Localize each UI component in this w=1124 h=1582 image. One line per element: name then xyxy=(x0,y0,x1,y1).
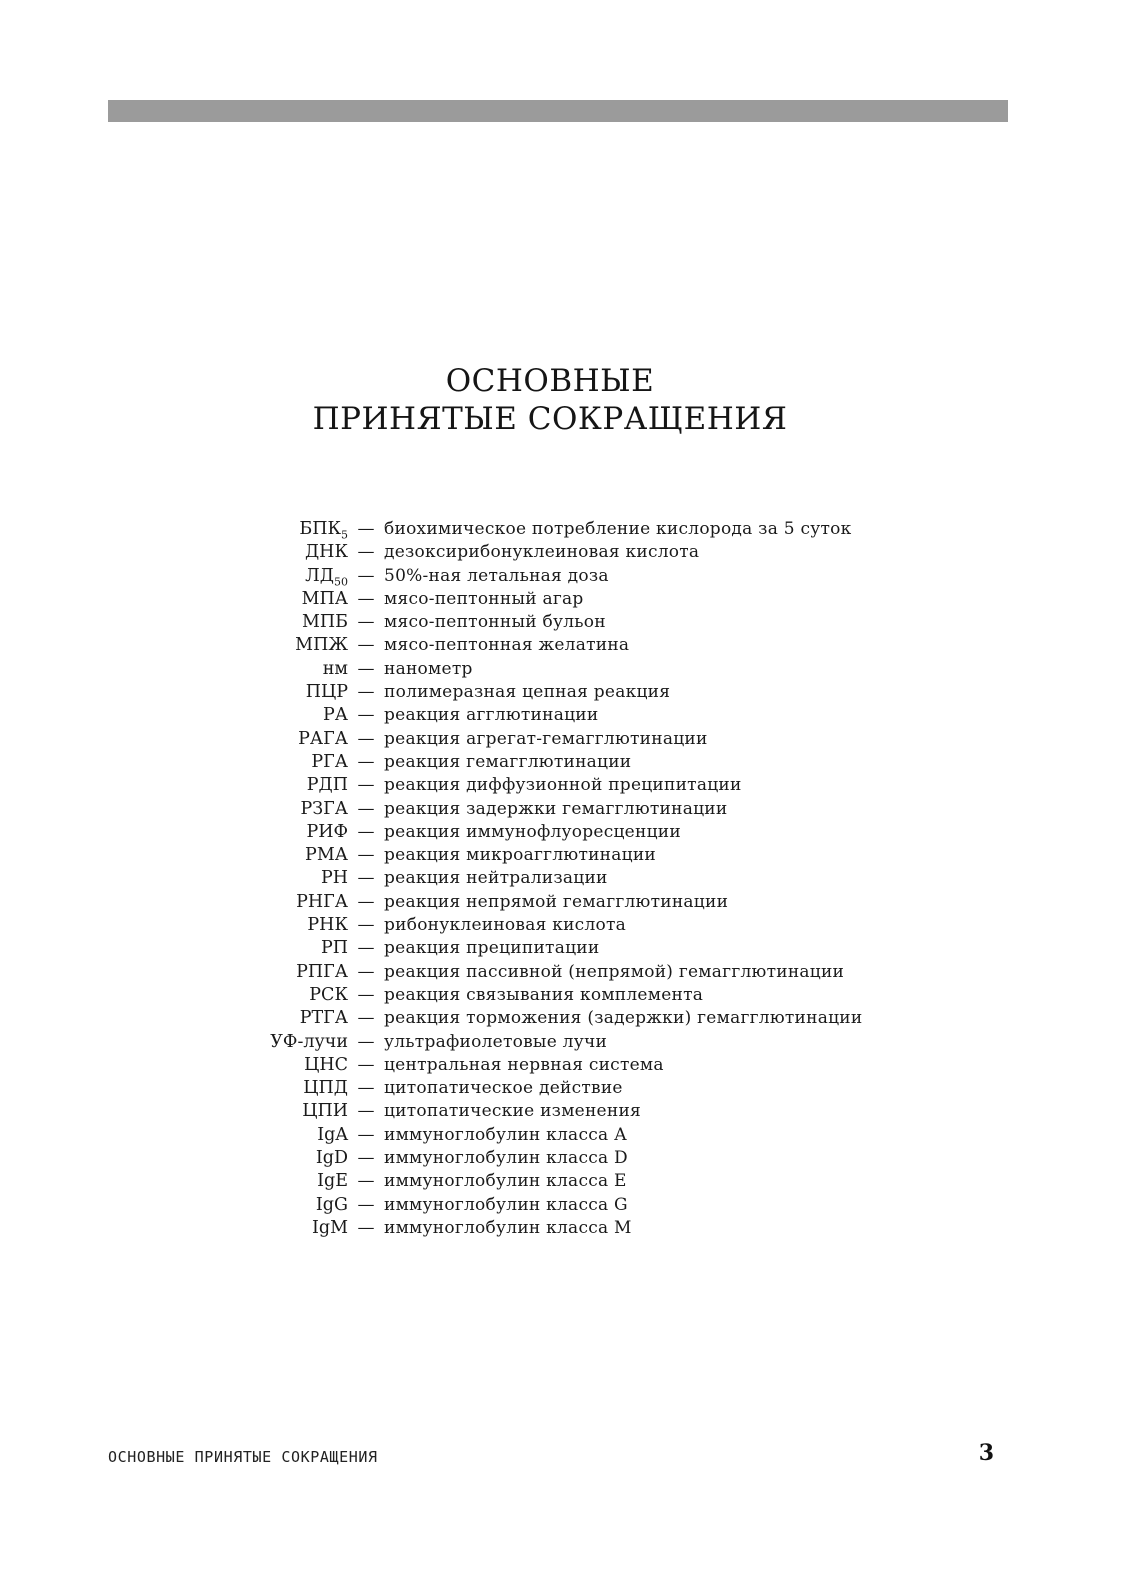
abbreviation-term xyxy=(0,1031,348,1054)
abbreviation-row xyxy=(0,634,1124,657)
abbreviation-row xyxy=(0,1054,1124,1077)
abbreviation-term-text: МПЖ xyxy=(295,635,348,656)
abbreviation-dash: — xyxy=(357,1031,375,1052)
abbreviation-row xyxy=(0,1170,1124,1193)
abbreviation-row xyxy=(0,1100,1124,1123)
abbreviation-row xyxy=(0,844,1124,867)
abbreviation-row xyxy=(0,751,1124,774)
abbreviation-term xyxy=(0,1124,348,1147)
abbreviation-term-text: МПБ xyxy=(301,612,348,633)
abbreviation-definition: реакция пассивной (непрямой) гемагглютинации xyxy=(384,961,845,982)
abbreviation-dash: — xyxy=(357,891,375,912)
running-footer-title: ОСНОВНЫЕ ПРИНЯТЫЕ СОКРАЩЕНИЯ xyxy=(108,1448,378,1466)
abbreviation-term-text: РА xyxy=(322,705,348,726)
abbreviation-term xyxy=(0,961,348,984)
abbreviation-dash: — xyxy=(357,984,375,1005)
abbreviation-term xyxy=(0,821,348,844)
abbreviation-definition: 50%-ная летальная доза xyxy=(384,565,609,586)
abbreviation-term-text: РАГА xyxy=(298,728,348,749)
abbreviation-term xyxy=(0,1054,348,1077)
abbreviation-row xyxy=(0,611,1124,634)
abbreviation-row xyxy=(0,937,1124,960)
abbreviation-term-text: РТГА xyxy=(299,1008,348,1029)
abbreviation-row xyxy=(0,891,1124,914)
abbreviation-list xyxy=(0,518,1124,1240)
abbreviation-row xyxy=(0,704,1124,727)
abbreviation-definition: реакция торможения (задержки) гемагглютинации xyxy=(384,1008,863,1029)
abbreviation-term xyxy=(0,518,348,541)
abbreviation-dash: — xyxy=(357,1171,375,1192)
abbreviation-row xyxy=(0,1194,1124,1217)
abbreviation-term xyxy=(0,1100,348,1123)
abbreviation-term xyxy=(0,588,348,611)
abbreviation-term xyxy=(0,1170,348,1193)
abbreviation-row xyxy=(0,541,1124,564)
abbreviation-definition: реакция непрямой гемагглютинации xyxy=(384,891,729,912)
abbreviation-dash: — xyxy=(357,519,375,539)
abbreviation-term-text: РИФ xyxy=(306,821,348,842)
abbreviation-definition: реакция диффузионной преципитации xyxy=(384,775,742,796)
abbreviation-definition: мясо-пептонный бульон xyxy=(384,612,606,633)
abbreviation-definition: дезоксирибонуклеиновая кислота xyxy=(384,542,700,563)
abbreviation-term-text: IgD xyxy=(315,1148,348,1169)
abbreviation-definition: биохимическое потребление кислорода за 5 суток xyxy=(384,519,852,539)
abbreviation-dash: — xyxy=(357,845,375,866)
abbreviation-dash: — xyxy=(357,1148,375,1169)
abbreviation-term-text: РГА xyxy=(311,751,348,772)
abbreviation-term xyxy=(0,1077,348,1100)
abbreviation-term xyxy=(0,1007,348,1030)
abbreviation-term xyxy=(0,634,348,657)
abbreviation-definition: иммуноглобулин класса Е xyxy=(384,1171,627,1192)
abbreviation-dash: — xyxy=(357,565,375,586)
abbreviation-row xyxy=(0,588,1124,611)
abbreviation-term-text: ЦПД xyxy=(303,1078,348,1099)
abbreviation-term-text: РН xyxy=(320,868,348,889)
abbreviation-dash: — xyxy=(357,1078,375,1099)
abbreviation-term-text: IgA xyxy=(317,1124,348,1145)
abbreviation-row xyxy=(0,518,1124,541)
abbreviation-dash: — xyxy=(357,1008,375,1029)
abbreviation-definition: ультрафиолетовые лучи xyxy=(384,1031,608,1052)
page-title xyxy=(0,362,1100,438)
abbreviation-term xyxy=(0,1147,348,1170)
abbreviation-definition: иммуноглобулин класса G xyxy=(384,1194,628,1215)
abbreviation-definition: реакция иммунофлуоресценции xyxy=(384,821,681,842)
abbreviation-term xyxy=(0,867,348,890)
abbreviation-term-text: ЦПИ xyxy=(302,1101,348,1122)
abbreviation-dash: — xyxy=(357,915,375,936)
abbreviation-definition: иммуноглобулин класса D xyxy=(384,1148,628,1169)
abbreviation-dash: — xyxy=(357,612,375,633)
abbreviation-dash: — xyxy=(357,542,375,563)
abbreviation-row xyxy=(0,565,1124,588)
abbreviation-definition: рибонуклеиновая кислота xyxy=(384,915,627,936)
abbreviation-row xyxy=(0,867,1124,890)
abbreviation-term-text: ДНК xyxy=(304,542,348,563)
abbreviation-dash: — xyxy=(357,1101,375,1122)
abbreviation-dash: — xyxy=(357,658,375,679)
abbreviation-term-text: РСК xyxy=(309,984,348,1005)
abbreviation-dash: — xyxy=(357,682,375,703)
abbreviation-row xyxy=(0,798,1124,821)
abbreviation-term-text: БПК xyxy=(299,519,341,539)
abbreviation-definition: цитопатические изменения xyxy=(384,1101,642,1122)
abbreviation-term xyxy=(0,751,348,774)
abbreviation-term-text: РЗГА xyxy=(300,798,348,819)
abbreviation-term xyxy=(0,658,348,681)
abbreviation-term-text: РМА xyxy=(305,845,348,866)
abbreviation-term xyxy=(0,681,348,704)
abbreviation-row xyxy=(0,914,1124,937)
abbreviation-term-text: нм xyxy=(322,658,348,679)
header-rule xyxy=(108,100,1008,122)
abbreviation-definition: реакция связывания комплемента xyxy=(384,984,704,1005)
abbreviation-term xyxy=(0,728,348,751)
abbreviation-row xyxy=(0,774,1124,797)
abbreviation-term xyxy=(0,798,348,821)
abbreviation-dash: — xyxy=(357,798,375,819)
abbreviation-term-text: ЛД xyxy=(305,565,334,586)
abbreviation-term xyxy=(0,611,348,634)
abbreviation-dash: — xyxy=(357,961,375,982)
abbreviation-row xyxy=(0,1124,1124,1147)
abbreviation-definition: мясо-пептонная желатина xyxy=(384,635,630,656)
abbreviation-term-text: РП xyxy=(320,938,348,959)
abbreviation-row xyxy=(0,821,1124,844)
abbreviation-term xyxy=(0,541,348,564)
abbreviation-row xyxy=(0,1031,1124,1054)
abbreviation-row xyxy=(0,1147,1124,1170)
abbreviation-term-text: ПЦР xyxy=(305,682,348,703)
abbreviation-dash: — xyxy=(357,1194,375,1215)
abbreviation-definition: нанометр xyxy=(384,658,473,679)
abbreviation-term xyxy=(0,704,348,727)
abbreviation-term-text: РНГА xyxy=(296,891,348,912)
abbreviation-definition: полимеразная цепная реакция xyxy=(384,682,671,703)
abbreviation-term xyxy=(0,984,348,1007)
abbreviation-dash: — xyxy=(357,1217,375,1238)
abbreviation-term-subscript: 50 xyxy=(334,575,348,589)
abbreviation-term xyxy=(0,1217,348,1240)
abbreviation-definition: иммуноглобулин класса А xyxy=(384,1124,628,1145)
abbreviation-term-text: IgE xyxy=(317,1171,348,1192)
abbreviation-dash: — xyxy=(357,635,375,656)
abbreviation-term xyxy=(0,891,348,914)
page-number: 3 xyxy=(978,1440,994,1466)
abbreviation-term xyxy=(0,565,348,588)
abbreviation-dash: — xyxy=(357,751,375,772)
abbreviation-row xyxy=(0,1217,1124,1240)
abbreviation-row xyxy=(0,961,1124,984)
abbreviation-term-text: РНК xyxy=(307,915,348,936)
abbreviation-dash: — xyxy=(357,821,375,842)
abbreviation-term-text: УФ-лучи xyxy=(270,1031,348,1052)
abbreviation-term-text: РПГА xyxy=(296,961,348,982)
abbreviation-dash: — xyxy=(357,775,375,796)
abbreviation-dash: — xyxy=(357,1124,375,1145)
abbreviation-term-text: МПА xyxy=(301,588,348,609)
abbreviation-definition: реакция преципитации xyxy=(384,938,600,959)
abbreviation-term xyxy=(0,774,348,797)
abbreviation-term xyxy=(0,1194,348,1217)
abbreviation-term-subscript: 5 xyxy=(341,528,348,542)
page-title-line-2: ПРИНЯТЫЕ СОКРАЩЕНИЯ xyxy=(312,401,788,437)
abbreviation-term xyxy=(0,914,348,937)
abbreviation-definition: цитопатическое действие xyxy=(384,1078,623,1099)
abbreviation-term xyxy=(0,937,348,960)
abbreviation-row xyxy=(0,681,1124,704)
abbreviation-dash: — xyxy=(357,938,375,959)
abbreviation-definition: мясо-пептонный агар xyxy=(384,588,584,609)
abbreviation-term xyxy=(0,844,348,867)
abbreviation-definition: реакция гемагглютинации xyxy=(384,751,632,772)
abbreviation-term-text: ЦНС xyxy=(304,1054,348,1075)
abbreviation-dash: — xyxy=(357,868,375,889)
abbreviation-dash: — xyxy=(357,588,375,609)
page-title-line-1: ОСНОВНЫЕ xyxy=(445,363,655,399)
abbreviation-row xyxy=(0,658,1124,681)
abbreviation-definition: реакция агрегат-гемагглютинации xyxy=(384,728,708,749)
abbreviation-term-text: IgG xyxy=(315,1194,348,1215)
abbreviation-dash: — xyxy=(357,1054,375,1075)
abbreviation-definition: центральная нервная система xyxy=(384,1054,664,1075)
abbreviation-row xyxy=(0,728,1124,751)
abbreviation-definition: реакция агглютинации xyxy=(384,705,599,726)
abbreviation-dash: — xyxy=(357,728,375,749)
abbreviation-definition: реакция микроагглютинации xyxy=(384,845,656,866)
abbreviation-term-text: РДП xyxy=(306,775,348,796)
abbreviation-row xyxy=(0,1007,1124,1030)
abbreviation-row xyxy=(0,1077,1124,1100)
abbreviation-definition: реакция задержки гемагглютинации xyxy=(384,798,728,819)
abbreviation-definition: иммуноглобулин класса М xyxy=(384,1217,632,1238)
abbreviation-term-text: IgM xyxy=(311,1217,348,1238)
abbreviation-definition: реакция нейтрализации xyxy=(384,868,608,889)
abbreviation-row xyxy=(0,984,1124,1007)
abbreviation-dash: — xyxy=(357,705,375,726)
